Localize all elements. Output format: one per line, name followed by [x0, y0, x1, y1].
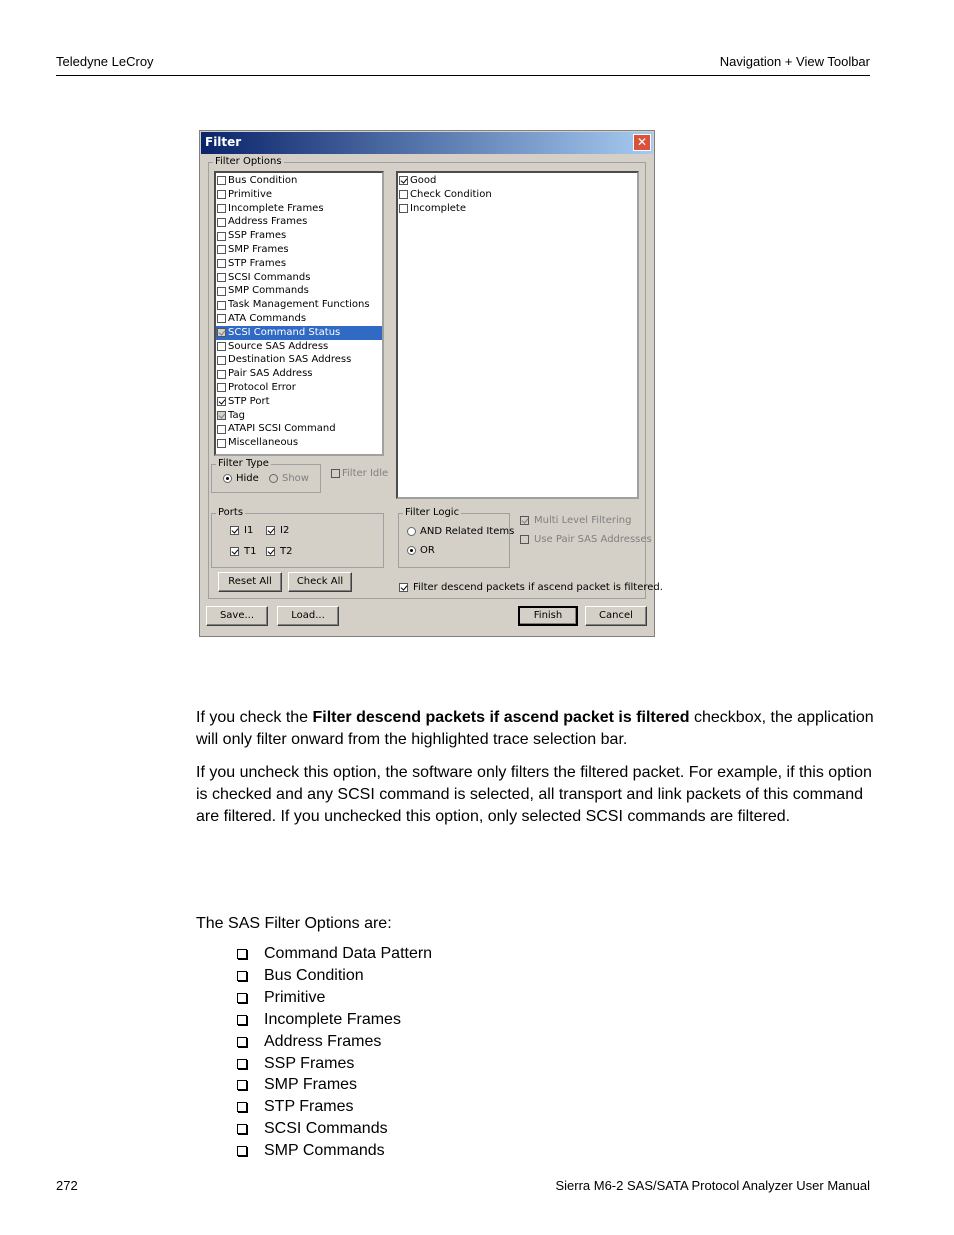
paragraph-sas-options: The SAS Filter Options are: — [196, 915, 392, 932]
header-rule — [56, 75, 870, 76]
port-t1-label: T1 — [244, 546, 257, 557]
show-radio[interactable] — [269, 473, 309, 484]
checkbox-bullet-icon — [237, 1146, 247, 1156]
bullet-text: SCSI Commands — [264, 1120, 388, 1138]
bullet-text: Address Frames — [264, 1032, 382, 1050]
use-pair-checkbox[interactable] — [520, 534, 652, 545]
finish-button[interactable]: Finish — [518, 606, 578, 626]
bullet-text: SMP Frames — [264, 1076, 358, 1094]
checkbox-bullet-icon — [237, 1059, 247, 1069]
checkbox-bullet-icon — [237, 1080, 247, 1090]
filter-option-item[interactable] — [216, 381, 382, 395]
bullet-item — [237, 967, 364, 985]
filter-option-item[interactable] — [216, 215, 382, 229]
filter-option-label: SCSI Commands — [228, 271, 311, 283]
show-label: Show — [282, 473, 309, 484]
bullet-item — [237, 1076, 357, 1094]
filter-option-label: SSP Frames — [228, 230, 287, 242]
status-checkbox[interactable] — [399, 204, 408, 213]
status-item[interactable] — [398, 202, 637, 216]
bullet-item — [237, 1033, 381, 1051]
or-radio[interactable] — [407, 545, 435, 556]
checkbox-bullet-icon — [237, 1124, 247, 1134]
status-label: Good — [410, 175, 437, 186]
multi-level-checkbox[interactable] — [520, 515, 631, 526]
bullet-item — [237, 1055, 354, 1073]
filter-option-item[interactable] — [216, 243, 382, 257]
filter-option-label: SMP Commands — [228, 285, 309, 297]
filter-option-checkbox[interactable] — [217, 439, 226, 448]
bullet-text: Primitive — [264, 988, 326, 1006]
filter-option-label: Primitive — [228, 188, 273, 200]
bullet-text: Command Data Pattern — [264, 945, 433, 962]
filter-option-label: STP Frames — [228, 257, 287, 269]
footer-title: Sierra M6-2 SAS/SATA Protocol Analyzer User Manual — [555, 1178, 870, 1193]
dialog-titlebar — [201, 132, 653, 154]
port-t1-checkbox[interactable] — [230, 546, 256, 557]
filter-option-item[interactable] — [216, 271, 382, 285]
use-pair-label: Use Pair SAS Addresses — [534, 534, 652, 545]
bullet-item — [237, 989, 325, 1007]
and-related-radio[interactable] — [407, 526, 514, 537]
and-related-label: AND Related Items — [420, 526, 515, 537]
filter-option-item[interactable] — [216, 409, 382, 423]
checkbox-bullet-icon — [237, 1037, 247, 1047]
filter-option-checkbox[interactable] — [217, 383, 226, 392]
filter-option-checkbox[interactable] — [217, 232, 226, 241]
close-icon[interactable]: ✕ — [633, 134, 651, 151]
filter-option-label: Address Frames — [228, 216, 308, 228]
filter-logic-group — [398, 507, 510, 568]
status-list[interactable] — [396, 171, 639, 499]
hide-radio[interactable] — [223, 473, 259, 484]
ports-group — [211, 507, 384, 568]
bullet-item — [237, 1120, 388, 1138]
filter-option-label: Source SAS Address — [228, 340, 329, 352]
header-right: Navigation + View Toolbar — [719, 54, 870, 69]
filter-option-label: Protocol Error — [228, 381, 296, 393]
p1-bold: Filter descend packets if ascend packet is filtered — [312, 709, 690, 726]
bullet-item — [237, 1142, 385, 1160]
filter-option-checkbox[interactable] — [217, 287, 226, 296]
filter-option-item[interactable] — [216, 188, 382, 202]
page-number: 272 — [56, 1178, 78, 1193]
bullet-item — [237, 1098, 354, 1116]
checkbox-bullet-icon — [237, 993, 247, 1003]
hide-label: Hide — [236, 473, 259, 484]
filter-option-checkbox[interactable] — [217, 411, 226, 420]
ports-label: Ports — [218, 507, 244, 518]
filter-option-item[interactable] — [216, 353, 382, 367]
filter-option-label: ATAPI SCSI Command — [228, 423, 336, 435]
filter-option-label: Miscellaneous — [228, 437, 299, 449]
filter-option-checkbox[interactable] — [217, 314, 226, 323]
filter-option-item[interactable] — [216, 312, 382, 326]
cancel-button[interactable]: Cancel — [585, 606, 647, 626]
filter-option-label: Pair SAS Address — [228, 368, 313, 380]
filter-option-checkbox[interactable] — [217, 259, 226, 268]
checkbox-bullet-icon — [237, 1102, 247, 1112]
port-t2-checkbox[interactable] — [266, 546, 292, 557]
filter-option-label: Tag — [228, 409, 245, 421]
reset-all-button[interactable]: Reset All — [218, 572, 282, 592]
filter-option-item[interactable] — [216, 395, 382, 409]
p1-post: checkbox, the application will only filter onward from the highlighted trace selection bar. — [196, 709, 874, 748]
filter-option-item[interactable] — [216, 326, 382, 340]
filter-option-item[interactable] — [216, 257, 382, 271]
load-button[interactable]: Load... — [277, 606, 339, 626]
filter-option-checkbox[interactable] — [217, 342, 226, 351]
filter-option-item[interactable] — [216, 340, 382, 354]
filter-option-checkbox[interactable] — [217, 204, 226, 213]
filter-option-checkbox[interactable] — [217, 370, 226, 379]
header-left: Teledyne LeCroy — [56, 54, 154, 69]
filter-option-item[interactable] — [216, 298, 382, 312]
filter-option-item[interactable] — [216, 174, 382, 188]
paragraph-uncheck: If you uncheck this option, the software only filters the filtered packet. For example, if this option is checked and any SCSI command is selected, all transport and link packets of this command are filtered. If you unchecked this option, only selected SCSI commands are filtered. — [196, 764, 872, 825]
filter-option-label: SCSI Command Status — [228, 326, 341, 338]
bullet-item — [237, 1011, 401, 1029]
check-all-button[interactable]: Check All — [288, 572, 352, 592]
descend-filter-label: Filter descend packets if ascend packet is filtered. — [413, 582, 663, 593]
filter-option-checkbox[interactable] — [217, 190, 226, 199]
filter-option-checkbox[interactable] — [217, 245, 226, 254]
port-i1-label: I1 — [244, 525, 254, 536]
filter-option-label: SMP Frames — [228, 243, 289, 255]
filter-option-label: Task Management Functions — [228, 299, 370, 311]
filter-option-label: STP Port — [228, 395, 270, 407]
filter-option-checkbox[interactable] — [217, 176, 226, 185]
filter-option-label: Bus Condition — [228, 175, 298, 186]
port-i2-label: I2 — [280, 525, 290, 536]
filter-option-checkbox[interactable] — [217, 328, 226, 337]
filter-option-checkbox[interactable] — [217, 425, 226, 434]
bullet-text: SMP Commands — [264, 1142, 385, 1160]
descend-filter-checkbox[interactable] — [399, 582, 663, 593]
checkbox-bullet-icon — [237, 971, 247, 981]
status-label: Incomplete — [410, 202, 466, 214]
port-t2-label: T2 — [280, 546, 293, 557]
status-checkbox[interactable] — [399, 190, 408, 199]
filter-option-label: Incomplete Frames — [228, 202, 324, 214]
filter-option-item[interactable] — [216, 284, 382, 298]
filter-options-label: Filter Options — [215, 156, 282, 167]
port-i1-checkbox[interactable] — [230, 525, 253, 536]
filter-option-checkbox[interactable] — [217, 218, 226, 227]
filter-idle-label: Filter Idle — [342, 468, 389, 479]
filter-option-item[interactable] — [216, 202, 382, 216]
checkbox-bullet-icon — [237, 1015, 247, 1025]
filter-logic-label: Filter Logic — [405, 507, 460, 518]
or-label: OR — [420, 545, 435, 556]
filter-option-checkbox[interactable] — [217, 273, 226, 282]
filter-option-label: ATA Commands — [228, 312, 307, 324]
bullet-text: STP Frames — [264, 1098, 354, 1116]
filter-option-checkbox[interactable] — [217, 397, 226, 406]
save-button[interactable]: Save... — [206, 606, 268, 626]
dialog-title: Filter — [205, 135, 242, 149]
bullet-text: Incomplete Frames — [264, 1010, 401, 1028]
filter-category-list[interactable] — [214, 171, 384, 456]
bullet-text: Bus Condition — [264, 966, 364, 984]
bullet-item — [237, 945, 432, 963]
filter-idle-checkbox[interactable] — [331, 468, 388, 479]
status-checkbox[interactable] — [399, 176, 408, 185]
multi-level-label: Multi Level Filtering — [534, 515, 632, 526]
filter-option-item[interactable] — [216, 367, 382, 381]
filter-option-item[interactable] — [216, 229, 382, 243]
filter-option-item[interactable] — [216, 422, 382, 436]
checkbox-bullet-icon — [237, 949, 247, 959]
filter-type-label: Filter Type — [218, 458, 269, 469]
filter-option-label: Destination SAS Address — [228, 354, 352, 366]
filter-option-item[interactable] — [216, 436, 382, 450]
filter-dialog — [199, 130, 663, 637]
filter-option-checkbox[interactable] — [217, 301, 226, 310]
paragraph-descend — [196, 707, 876, 751]
status-label: Check Condition — [410, 188, 492, 200]
port-i2-checkbox[interactable] — [266, 525, 289, 536]
status-item[interactable] — [398, 174, 637, 188]
p1-pre: If you check the — [196, 709, 313, 726]
bullet-text: SSP Frames — [264, 1054, 355, 1072]
status-item[interactable] — [398, 188, 637, 202]
filter-option-checkbox[interactable] — [217, 356, 226, 365]
